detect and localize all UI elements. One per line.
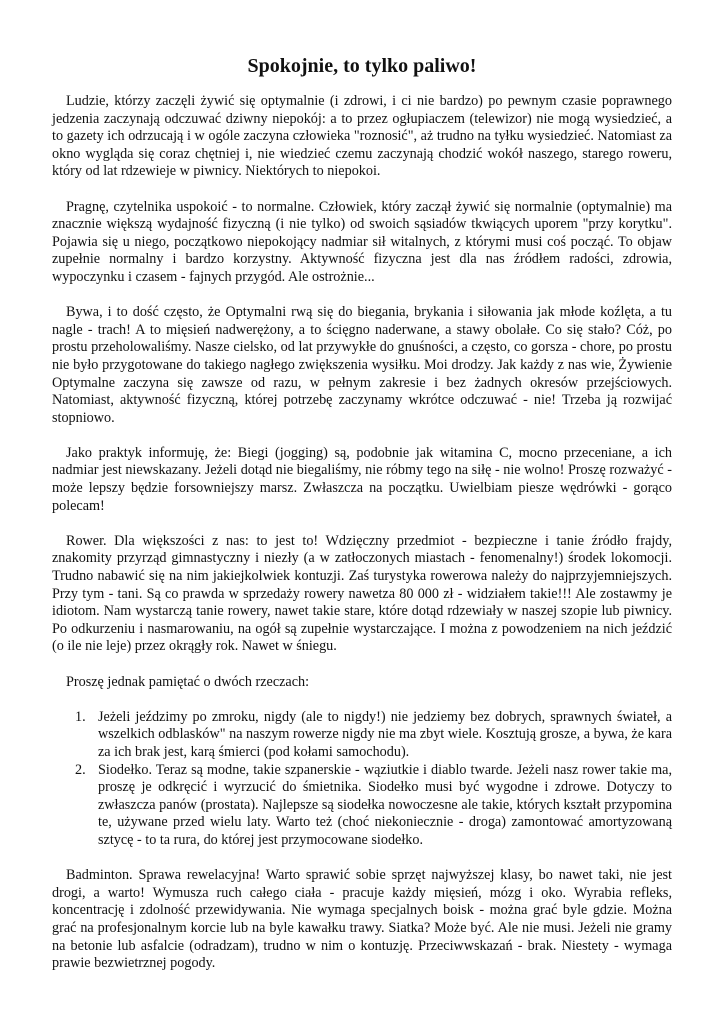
document-title: Spokojnie, to tylko paliwo! <box>247 55 477 77</box>
list-item-lights <box>75 708 672 762</box>
list-number: 1. <box>75 708 86 725</box>
list-number: 2. <box>75 761 86 778</box>
paragraph-list-intro: Proszę jednak pamiętać o dwóch rzeczach: <box>66 673 310 690</box>
paragraph-overexertion: Bywa, i to dość często, że Optymalni rwą się do biegania, brykania i siłowania jak młode koźlęta, a tu nagle - trach! A to mięsień nadwerężony, a to ścięgno naderwane, a stawy obolałe. Co się stało? Cóż, po prostu przeholowaliśmy. Nasze cielsko, od lat przywykłe do gnuśności, a często, co gorsza - chore, po prostu nie było przygotowane do takiego nagłego zwiększenia wysiłku. Moi drodzy. Jak każdy z nas wie, Żywienie Optymalne zaczyna się zawsze od razu, w pełnym zakresie i bez żadnych okresów przejściowych. Natomiast, aktywność fizyczną, której potrzebę zaczynamy wkrótce odczuwać - nie! Trzeba ją rozwijać stopniowo. <box>52 304 672 426</box>
paragraph-jogging: Jako praktyk informuję, że: Biegi (jogging) są, podobnie jak witamina C, mocno przeceniane, a ich nadmiar jest niewskazany. Jeżeli dotąd nie biegaliśmy, nie róbmy tego na siłę - nie wolno! Proszę rozważyć - może lepszy będzie forsowniejszy marsz. Zwłaszcza na początku. Uwielbiam piesze wędrówki - gorąco polecam! <box>52 444 672 514</box>
numbered-list <box>52 709 672 850</box>
paragraph-reassurance: Pragnę, czytelnika uspokoić - to normalne. Człowiek, który zaczął żywić się normalnie (optymalnie) ma znacznie większą wydajność fizyczną (i nie tylko) od swoich sąsiadów tkwiących uporem "przy korytku". Pojawia się u niego, początkowo niepokojący nadmiar sił witalnych, z którymi musi coś począć. To objaw zupełnie normalny i bardzo korzystny. Aktywność fizyczna jest dla nas źródłem radości, zdrowia, wypoczynku i czasem - fajnych przygód. Ale ostrożnie... <box>52 198 672 285</box>
paragraph-intro: Ludzie, którzy zaczęli żywić się optymalnie (i zdrowi, i ci nie bardzo) po pewnym czasie poprawnego jedzenia zaczynają odczuwać dziwny niepokój: a to przez ogłupiaczem (telewizor) nie mogą wysiedzieć, a to gazety ich odrzucają i w ogóle zaczyna człowieka "roznosić", aż trudno na tyłku wysiedzieć. Natomiast za okno wygląda się coraz chętniej i, nie wiedzieć czemu zaczynają chodzić wokół naszego, starego roweru, który od lat rdzewieje w piwnicy. Niektórych to niepokoi. <box>52 93 672 180</box>
paragraph-bicycle: Rower. Dla większości z nas: to jest to! Wdzięczny przedmiot - bezpieczne i tanie źródło frajdy, znakomity przyrząd gimnastyczny i niezły (a w zatłoczonych miastach - fenomenalny!) środek lokomocji. Trudno nabawić się na nim jakiejkolwiek kontuzji. Zaś turystyka rowerowa należy do najprzyjemniejszych. Przy tym - tani. Są co prawda w sprzedaży rowery nawetza 80 000 zł - widziałem takie!!! Ale zostawmy je idiotom. Nam wystarczą tanie rowery, nawet takie stare, które dotąd rdzewiały w naszej szopie lub piwnicy. Po odkurzeniu i nasmarowaniu, na ogół są zupełnie wystarczające. I można z powodzeniem na nich jeździć (o ile nie leje) przez okrągły rok. Nawet w śniegu. <box>52 532 672 655</box>
list-item-text: Siodełko. Teraz są modne, takie szpanerskie - wąziutkie i diablo twarde. Jeżeli nasz rower takie ma, proszę je odkręcić i wyrzucić do śmietnika. Siodełko musi być wygodne i zdrowe. Dotyczy to zwłaszcza panów (prostata). Najlepsze są siodełka nowoczesne ale takie, których kształt przypomina te, używane przed wielu laty. Warto też (choć niekoniecznie - droga) zamontować amortyzowaną sztycę - to ta rura, do której jest przymocowane siodełko. <box>98 761 672 848</box>
list-item-saddle <box>75 761 672 850</box>
paragraph-badminton: Badminton. Sprawa rewelacyjna! Warto sprawić sobie sprzęt najwyższej klasy, bo nawet taki, nie jest drogi, a warto! Wymusza ruch całego ciała - pracuje każdy mięsień, mózg i oko. Wyrabia refleks, koncentrację i zdolność przewidywania. Nie wymaga specjalnych boisk - można grać byle gdzie. Można grać na profesjonalnym korcie lub na byle kawałku trawy. Siatka? Może być. Ale nie musi. Jeżeli nie gramy na betonie lub asfalcie (odradzam), trudno w nim o kontuzję. Przeciwwskazań - brak. Niestety - wymaga prawie bezwietrznej pogody. <box>52 867 672 972</box>
list-item-text: Jeżeli jeździmy po zmroku, nigdy (ale to nigdy!) nie jedziemy bez dobrych, sprawnych świateł, a wszelkich odblasków" na naszym rowerze nigdy nie ma zbyt wiele. Kosztują grosze, a bywa, że kara za ich brak jest, karą śmierci (pod kołami samochodu). <box>98 708 672 760</box>
